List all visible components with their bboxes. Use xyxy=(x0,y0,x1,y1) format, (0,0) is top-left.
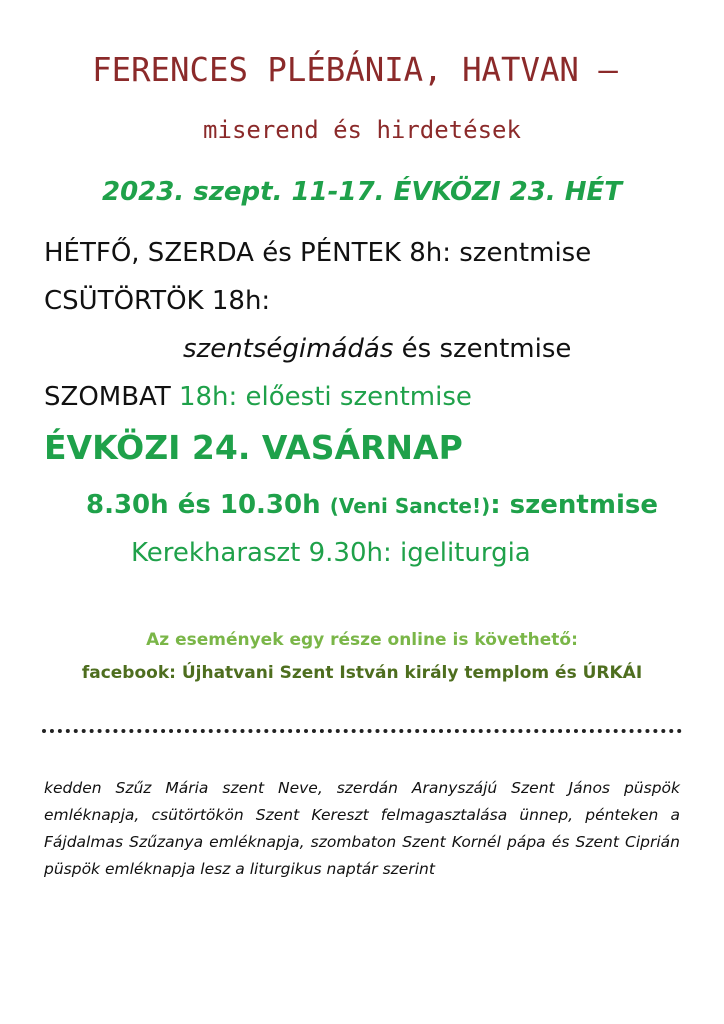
thursday-detail xyxy=(183,334,571,364)
thursday-rest: és szentmise xyxy=(393,334,572,364)
kerekharaszt-line: Kerekharaszt 9.30h: igeliturgia xyxy=(131,538,531,568)
saturday-label: SZOMBAT xyxy=(44,382,179,412)
online-notice: Az események egy része online is követhető: xyxy=(146,630,578,650)
sunday-mass-line xyxy=(86,490,658,520)
saturday-line xyxy=(44,382,472,412)
liturgical-notes: kedden Szűz Mária szent Neve, szerdán Aranyszájú Szent János püspök emléknapja, csütörtökön Szent Kereszt felmagasztalása ünnep, pénteken a Fájdalmas Szűzanya emléknapja, szombaton Szent Kornél pápa és Szent Ciprián püspök emléknapja lesz a liturgikus naptár szerint xyxy=(44,779,680,878)
thursday-heading: CSÜTÖRTÖK 18h: xyxy=(44,286,271,316)
dotted-divider xyxy=(42,729,682,733)
veni-sancte-note: (Veni Sancte!) xyxy=(329,494,491,518)
page-title: FERENCES PLÉBÁNIA, HATVAN – xyxy=(92,50,618,89)
adoration-text: szentségimádás xyxy=(183,334,394,364)
sunday-times: 8.30h és 10.30h xyxy=(86,490,330,520)
page-subtitle: miserend és hirdetések xyxy=(203,116,521,144)
weekday-mass-line: HÉTFŐ, SZERDA és PÉNTEK 8h: szentmise xyxy=(44,238,592,268)
saturday-mass: 18h: előesti szentmise xyxy=(178,382,472,412)
facebook-notice: facebook: Újhatvani Szent István király templom és ÚRKÁI xyxy=(81,663,643,683)
week-heading: 2023. szept. 11-17. ÉVKÖZI 23. HÉT xyxy=(102,177,622,207)
sunday-heading: ÉVKÖZI 24. VASÁRNAP xyxy=(44,428,463,467)
sunday-mass-rest: : szentmise xyxy=(490,490,658,520)
